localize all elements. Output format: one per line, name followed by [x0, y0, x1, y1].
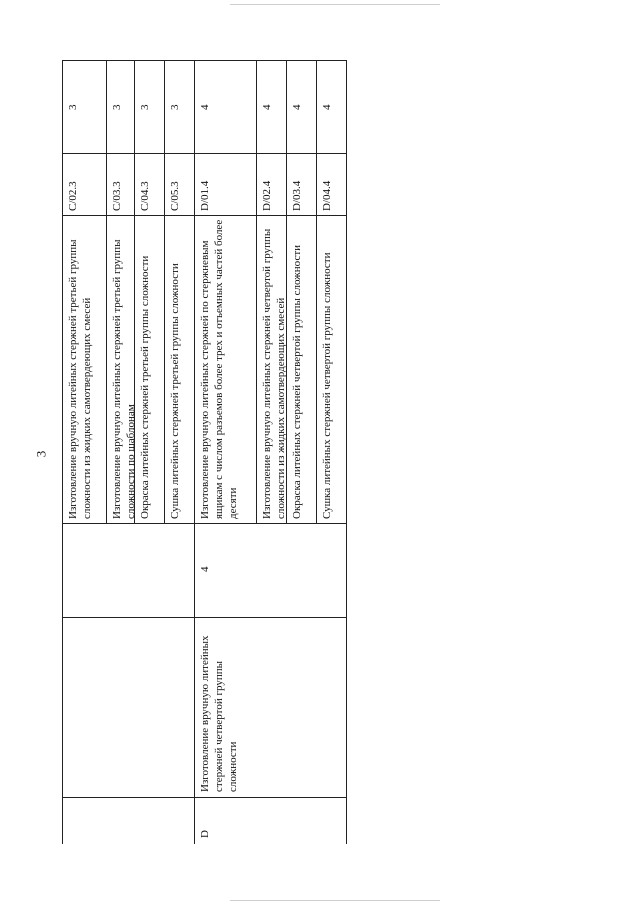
group-level-cell: 4 — [199, 566, 211, 572]
table-border — [62, 153, 347, 154]
level-cell: 3 — [111, 104, 123, 110]
code-cell: D/04.4 — [321, 180, 333, 211]
function-cell: Изготовление вручную литейных стержней третьей группы сложности из жидких самотвердеющих смесей — [67, 239, 93, 519]
code-cell: D/03.4 — [291, 180, 303, 211]
table-border — [62, 617, 347, 618]
code-cell: D/01.4 — [199, 180, 211, 211]
group-name-cell: Изготовление вручную литейных стержней четвертой группы сложности — [199, 635, 239, 792]
code-cell: C/02.3 — [67, 181, 79, 211]
table-border — [346, 60, 347, 844]
table-border — [62, 215, 347, 216]
code-cell: C/04.3 — [139, 181, 151, 211]
page-number: 3 — [33, 450, 49, 458]
row-border — [194, 60, 195, 844]
level-cell: 3 — [169, 104, 181, 110]
row-border — [256, 60, 257, 523]
function-cell: Изготовление вручную литейных стержней третьей группы сложности по шаблонам — [111, 239, 137, 519]
level-cell: 3 — [67, 104, 79, 110]
table-border — [62, 60, 347, 61]
row-border — [164, 60, 165, 523]
level-cell: 4 — [261, 104, 273, 110]
group-code-cell: D — [199, 830, 211, 838]
level-cell: 4 — [199, 104, 211, 110]
function-cell: Окраска литейных стержней четвертой группы сложности — [291, 244, 303, 519]
function-cell: Изготовление вручную литейных стержней четвертой группы сложности из жидких самотвердеющих смесей — [261, 228, 287, 519]
table-border — [62, 797, 347, 798]
code-cell: C/05.3 — [169, 181, 181, 211]
row-border — [106, 60, 107, 523]
table-border — [62, 523, 347, 524]
level-cell: 4 — [291, 104, 303, 110]
function-cell: Сушка литейных стержней третьей группы сложности — [169, 263, 181, 519]
scan-edge-line — [230, 900, 440, 901]
row-border — [316, 60, 317, 523]
function-cell: Окраска литейных стержней третьей группы сложности — [139, 255, 151, 519]
function-cell: Сушка литейных стержней четвертой группы сложности — [321, 252, 333, 519]
table-border — [62, 60, 63, 844]
level-cell: 4 — [321, 104, 333, 110]
code-cell: D/02.4 — [261, 180, 273, 211]
code-cell: C/03.3 — [111, 181, 123, 211]
function-cell: Изготовление вручную литейных стержней по стержневым ящикам с числом разъемов более трех и отъемных частей более десяти — [199, 219, 239, 519]
level-cell: 3 — [139, 104, 151, 110]
scan-edge-line — [230, 4, 440, 5]
